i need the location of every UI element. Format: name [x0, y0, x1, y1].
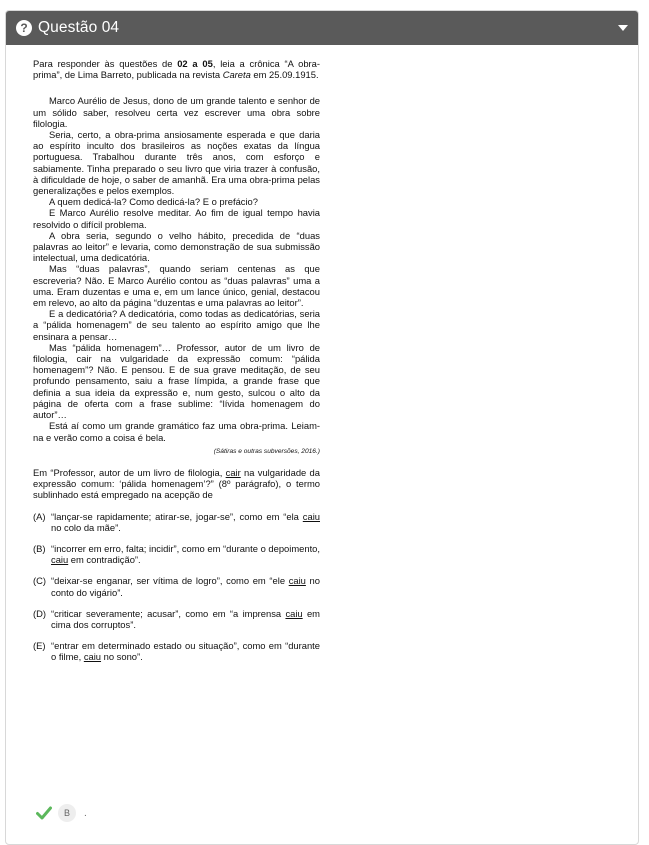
underlined-term: cair	[225, 466, 241, 478]
check-icon	[36, 806, 52, 820]
paragraph: Mas “duas palavras”, quando seriam centenas as que escreveria? Não. E Marco Aurélio contou as “duas palavras” uma a uma. Eram duzentas e uma e, em um lance único, genial, destacou em relevo, ao alto da página “duzentas e uma palavras ao leitor”.	[33, 263, 320, 309]
source-citation: (Sátiras e outras subversões, 2016.)	[213, 447, 320, 455]
paragraph: E Marco Aurélio resolve meditar. Ao fim de igual tempo havia resolvido o difícil problema.	[33, 207, 320, 230]
intro-part: em 25.09.1915.	[250, 69, 319, 81]
answer-badge: B	[58, 804, 76, 822]
option-text: “lançar-se rapidamente; atirar-se, jogar-se”, como em “ela caiu no colo da mãe”.	[51, 510, 320, 533]
paragraph: A quem dedicá-la? Como dedicá-la? E o prefácio?	[49, 196, 258, 208]
option-b[interactable]	[33, 543, 320, 565]
question-header[interactable]	[6, 11, 638, 45]
paragraph: Mas “pálida homenagem”… Professor, autor de um livro de filologia, cair na vulgaridade da expressão comum: “pálida homenagem”? Não. E pensou. E de sua grave meditação, de seu profundo pensamento, saiu a frase límpida, a grande frase que definia a sua ideia da expressão e, num gesto, sulcou o alto da página de oferta com a frase sublime: “lívida homenagem do autor”…	[33, 341, 320, 421]
question-mark-icon: ?	[16, 20, 32, 36]
option-text: “criticar severamente; acusar”, como em “a imprensa caiu em cima dos corruptos”.	[51, 607, 320, 630]
answer-suffix: .	[84, 807, 87, 819]
stem-part: Em “Professor, autor de um livro de filologia,	[33, 466, 226, 478]
caret-down-icon[interactable]	[618, 25, 628, 31]
intro-magazine: Careta	[222, 69, 251, 81]
paragraph: Seria, certo, a obra-prima ansiosamente esperada e que daria ao espírito inculto dos brasileiros as noções exatas da língua portuguesa. Trabalhou durante três anos, com esforço e sabiamente. Tinha preparado o seu livro que viria trazer à confusão, à dificuldade de hoje, o saber de amanhã. Era uma obra-prima pelas generalizações e pelos exemplos.	[33, 129, 320, 197]
intro-text	[33, 58, 320, 80]
answer-footer	[36, 804, 87, 822]
question-content	[33, 58, 320, 673]
option-a[interactable]	[33, 511, 320, 533]
chronicle-text	[33, 95, 320, 442]
option-text: “entrar em determinado estado ou situação”, como em “durante o filme, caiu no sono”.	[51, 640, 320, 663]
paragraph: A obra seria, segundo o velho hábito, precedida de “duas palavras ao leitor” e levaria, como demonstração de sua submissão intelectual, uma dedicatória.	[33, 229, 320, 264]
option-d[interactable]	[33, 608, 320, 630]
option-text: “deixar-se enganar, ser vítima de logro”, como em “ele caiu no conto do vigário”.	[51, 575, 320, 598]
option-letter: (E)	[33, 640, 46, 652]
option-e[interactable]	[33, 640, 320, 662]
question-title: Questão 04	[38, 19, 120, 36]
option-text: “incorrer em erro, falta; incidir”, como em “durante o depoimento, caiu em contradição”.	[51, 542, 320, 566]
option-letter: (A)	[33, 510, 46, 522]
intro-part: , leia a crônica “A obra-prima”, de Lima Barreto, publicada na revista	[33, 58, 321, 81]
stem-part: na vulgaridade da expressão comum: ‘pálida homenagem’?” (8º parágrafo), o termo sublinhado está empregado na acepção de	[33, 466, 320, 501]
option-letter: (B)	[33, 542, 46, 554]
paragraph: E a dedicatória? A dedicatória, como todas as dedicatórias, seria a “pálida homenagem” de seu talento ao espírito amigo que lhe ensinara a pensar…	[33, 308, 320, 342]
option-letter: (C)	[33, 575, 47, 587]
option-letter: (D)	[33, 607, 47, 619]
intro-range: 02 a 05	[177, 58, 213, 69]
paragraph: Está aí como um grande gramático faz uma obra-prima. Leiam-na e verão como a coisa é bela.	[33, 420, 320, 443]
option-c[interactable]	[33, 575, 320, 597]
question-stem	[33, 467, 320, 501]
paragraph: Marco Aurélio de Jesus, dono de um grande talento e senhor de um sólido saber, resolveu certa vez escrever uma obra sobre filologia.	[33, 95, 320, 129]
intro-part: Para responder às questões de	[33, 58, 178, 69]
